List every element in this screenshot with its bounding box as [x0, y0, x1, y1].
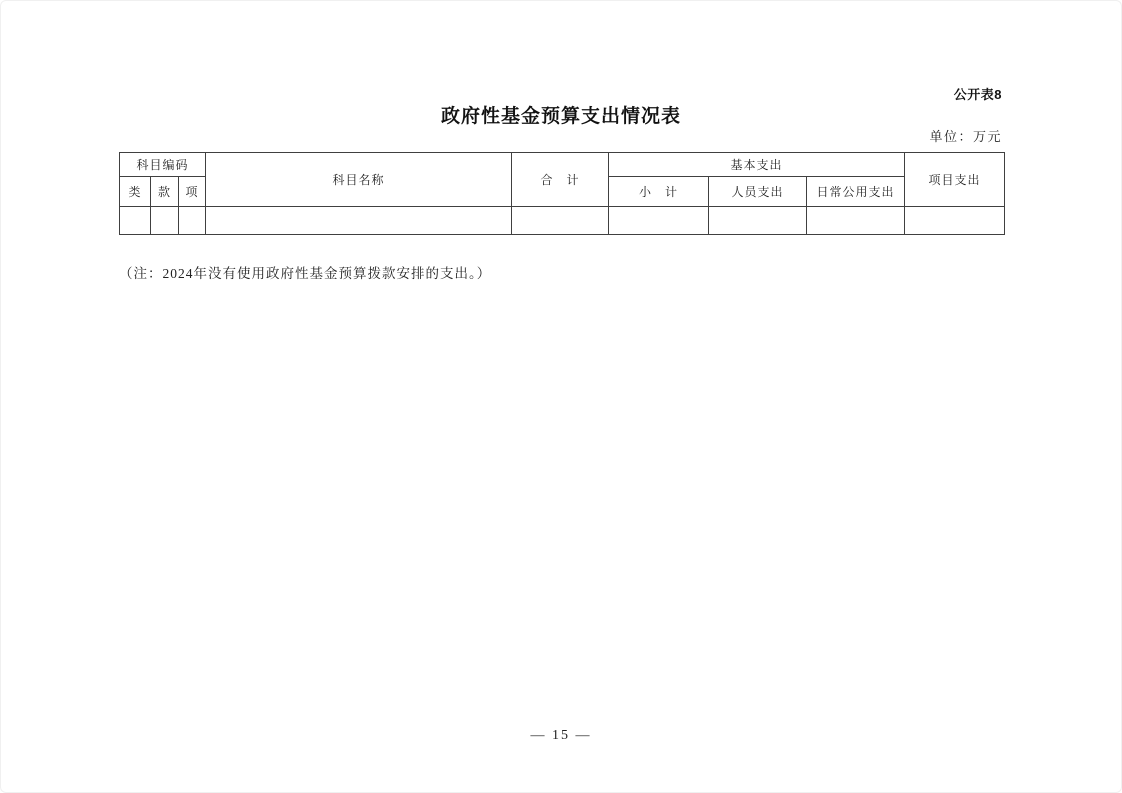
header-project-expenditure: 项目支出: [905, 153, 1005, 207]
cell-project: [905, 207, 1005, 235]
table-row: [120, 207, 1005, 235]
unit-label: 单位：万元: [929, 129, 1002, 144]
cell-subject-name: [206, 207, 512, 235]
header-personnel-expenditure: 人员支出: [709, 177, 807, 207]
header-code-clause: 款: [151, 177, 179, 207]
cell-code-clause: [151, 207, 179, 235]
table-header-row-1: [120, 153, 1005, 177]
cell-personnel: [709, 207, 807, 235]
page-title: 政府性基金预算支出情况表: [440, 106, 681, 127]
cell-daily-public: [807, 207, 905, 235]
header-subject-name: 科目名称: [206, 153, 512, 207]
header-code-item: 项: [179, 177, 206, 207]
header-subtotal: 小 计: [609, 177, 709, 207]
header-daily-public-expenditure: 日常公用支出: [807, 177, 905, 207]
cell-code-item: [179, 207, 206, 235]
cell-total: [512, 207, 609, 235]
header-basic-expenditure: 基本支出: [609, 153, 905, 177]
page-number: — 15 —: [530, 728, 592, 743]
budget-expenditure-table: [119, 152, 1005, 235]
header-code-class: 类: [120, 177, 151, 207]
footnote: （注：2024年没有使用政府性基金预算拨款安排的支出。）: [119, 266, 492, 281]
header-subject-code: 科目编码: [120, 153, 206, 177]
header-total: 合 计: [512, 153, 609, 207]
cell-subtotal: [609, 207, 709, 235]
table-sequence-label: 公开表8: [953, 87, 1002, 102]
cell-code-class: [120, 207, 151, 235]
